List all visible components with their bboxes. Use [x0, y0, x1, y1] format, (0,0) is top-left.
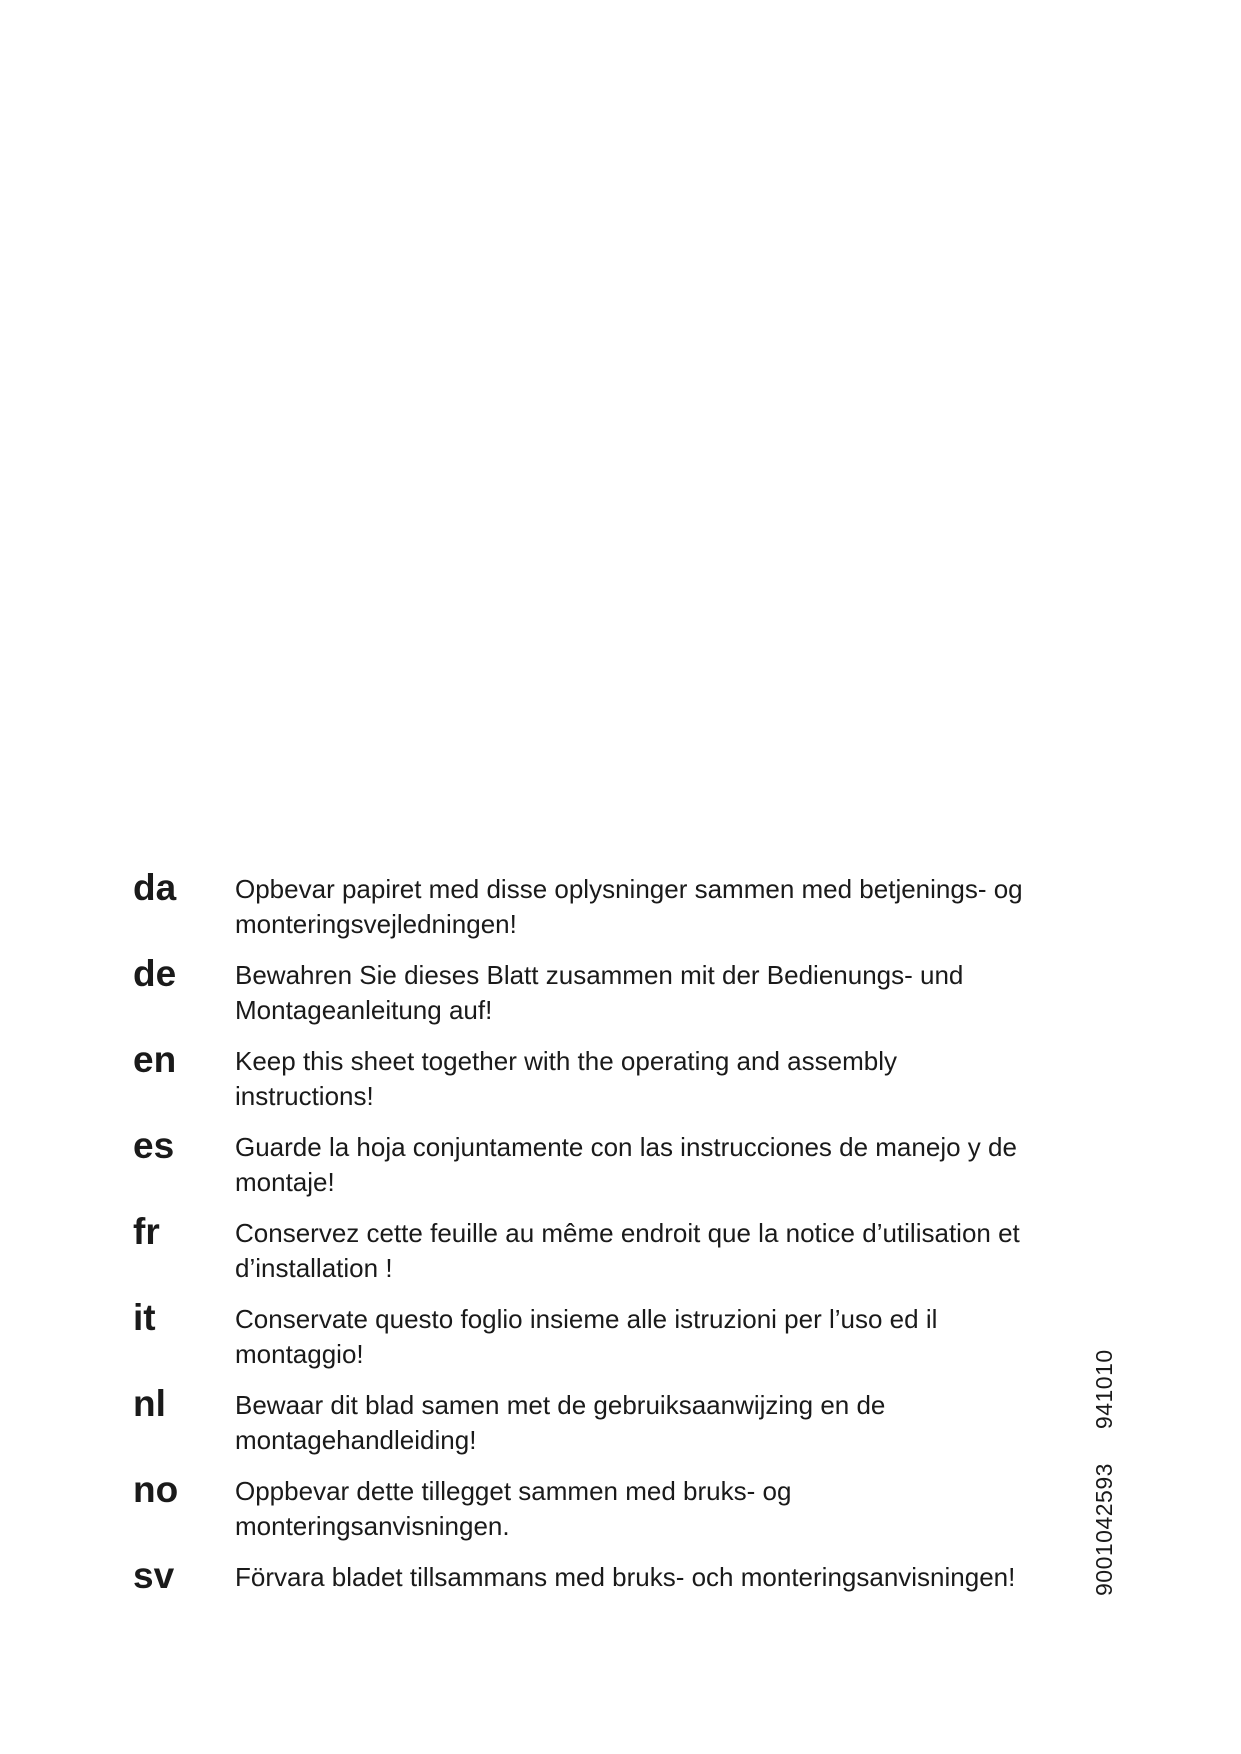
language-note-text: Bewahren Sie dieses Blatt zusammen mit der Bedienungs- und Montageanleitung auf! — [235, 960, 964, 1025]
language-note-text: Oppbevar dette tillegget sammen med bruks- og monteringsanvisningen. — [235, 1476, 792, 1541]
language-code: es — [133, 1125, 175, 1166]
language-note-sv — [133, 1555, 1073, 1646]
language-note-text: Keep this sheet together with the operating and assembly instructions! — [235, 1046, 897, 1111]
language-code: nl — [133, 1383, 166, 1424]
language-note-text: Förvara bladet tillsammans med bruks- och monteringsanvisningen! — [235, 1562, 1016, 1592]
language-code: it — [133, 1297, 156, 1338]
language-note-en — [133, 1039, 1073, 1130]
language-note-text: Bewaar dit blad samen met de gebruiksaanwijzing en de montagehandleiding! — [235, 1390, 886, 1455]
language-note-text: Opbevar papiret med disse oplysninger sammen med betjenings- og monteringsvejledningen! — [235, 874, 1023, 939]
language-note-nl — [133, 1383, 1073, 1474]
language-code: de — [133, 953, 177, 994]
language-note-no — [133, 1469, 1073, 1560]
language-note-es — [133, 1125, 1073, 1216]
language-note-text: Guarde la hoja conjuntamente con las instrucciones de manejo y de montaje! — [235, 1132, 1017, 1197]
language-code: fr — [133, 1211, 160, 1252]
language-note-text: Conservez cette feuille au même endroit que la notice d’utilisation et d’installation ! — [235, 1218, 1020, 1283]
language-code: da — [133, 867, 177, 908]
language-note-it — [133, 1297, 1073, 1388]
language-note-fr — [133, 1211, 1073, 1302]
language-code: no — [133, 1469, 179, 1510]
document-id-vertical — [1090, 1349, 1118, 1596]
language-note-de — [133, 953, 1073, 1044]
language-notes-list — [133, 867, 1073, 1646]
language-code: sv — [133, 1555, 175, 1596]
language-note-text: Conservate questo foglio insieme alle istruzioni per l’uso ed il montaggio! — [235, 1304, 938, 1369]
language-code: en — [133, 1039, 177, 1080]
document-number: 9001042593 — [1091, 1463, 1117, 1596]
language-note-da — [133, 867, 1073, 958]
document-date-code: 941010 — [1091, 1349, 1117, 1430]
